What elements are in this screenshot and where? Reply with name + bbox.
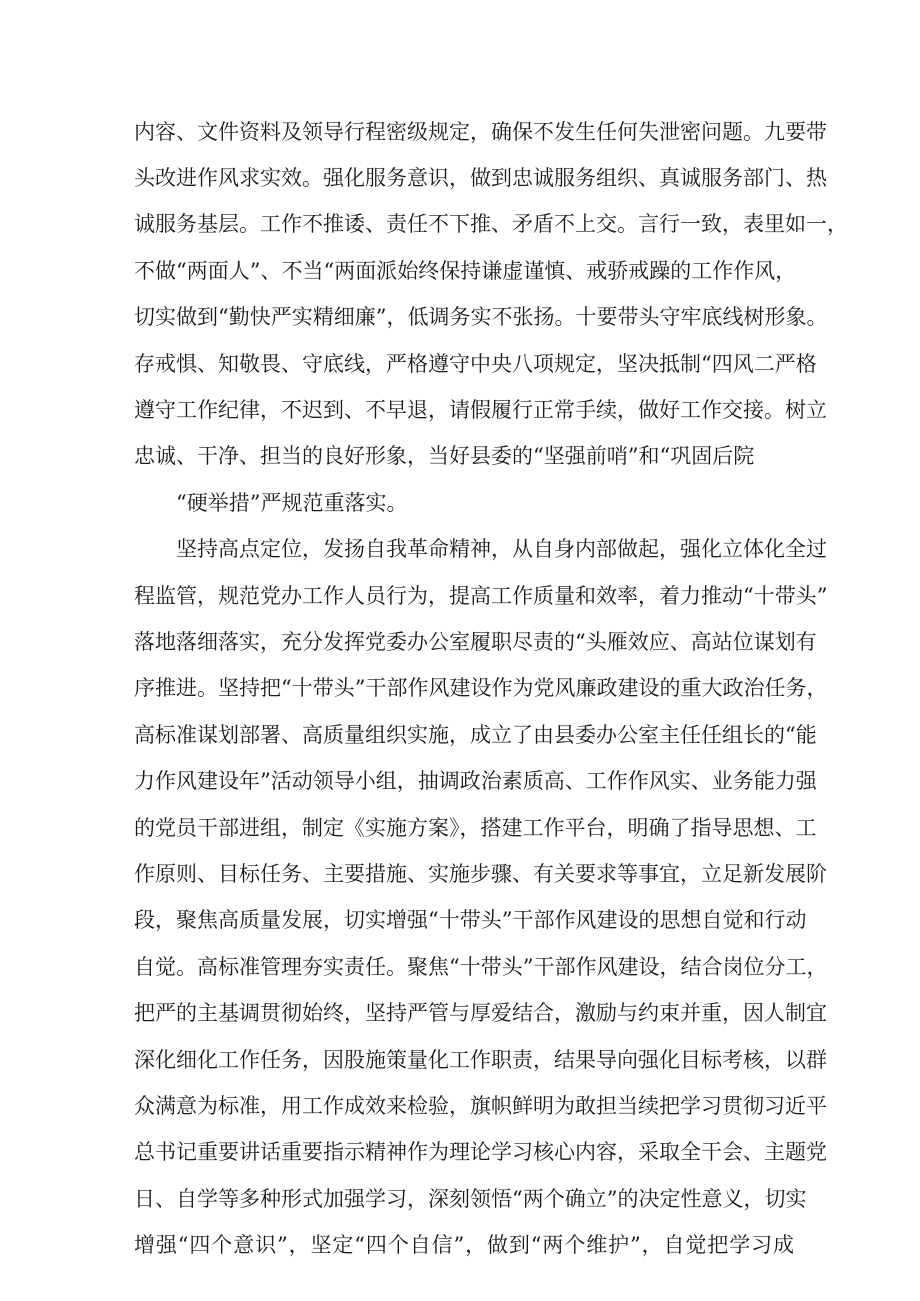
text-line: 段，聚焦高质量发展，切实增强“十带头”干部作风建设的思想自觉和行动 <box>134 908 807 932</box>
text-line: “硬举措”严规范重落实。 <box>176 491 408 515</box>
text-line: 总书记重要讲话重要指示精神作为理论学习核心内容，采取全干会、主题党 <box>134 1140 827 1164</box>
paragraph-first-line: 坚持高点定位，发扬自我革命精神，从自身内部做起，强化立体化全过 <box>176 537 827 561</box>
text-line: 增强“四个意识”，坚定“四个自信”，做到“两个维护”，自觉把学习成 <box>134 1233 794 1257</box>
text-line: 把严的主基调贯彻始终，坚持严管与厚爱结合，激励与约束并重，因人制宜 <box>134 1001 827 1025</box>
text-line: 内容、文件资料及领导行程密级规定，确保不发生任何失泄密问题。九要带 <box>134 120 827 144</box>
text-line: 作原则、目标任务、主要措施、实施步骤、有关要求等事宜，立足新发展阶 <box>134 862 827 886</box>
text-line: 深化细化工作任务，因股施策量化工作职责，结果导向强化目标考核，以群 <box>134 1048 827 1072</box>
text-line: 的党员干部进组，制定《实施方案》，搭建工作平台，明确了指导思想、工 <box>134 816 817 840</box>
text-line: 众满意为标准，用工作成效来检验，旗帜鲜明为敢担当续把学习贯彻习近平 <box>134 1094 827 1118</box>
text-line: 存戒惧、知敬畏、守底线，严格遵守中央八项规定，坚决抵制“四风二严格 <box>134 352 817 376</box>
text-line: 头改进作风求实效。强化服务意识，做到忠诚服务组织、真诚服务部门、热 <box>134 166 827 190</box>
text-line: 高标准谋划部署、高质量组织实施，成立了由县委办公室主任任组长的“能 <box>134 723 817 747</box>
text-line: 遵守工作纪律，不迟到、不早退，请假履行正常手续，做好工作交接。树立 <box>134 398 827 422</box>
text-line: 序推进。坚持把“十带头”干部作风建设作为党风廉政建设的重大政治任务， <box>134 676 828 700</box>
text-line: 程监管，规范党办工作人员行为，提高工作质量和效率，着力推动“十带头” <box>134 584 828 608</box>
text-line: 日、自学等多种形式加强学习，深刻领悟“两个确立”的决定性意义，切实 <box>134 1187 807 1211</box>
text-line: 落地落细落实，充分发挥党委办公室履职尽责的“头雁效应、高站位谋划有 <box>134 630 817 654</box>
text-line: 自觉。高标准管理夯实责任。聚焦“十带头”干部作风建设，结合岗位分工， <box>134 955 828 979</box>
text-line: 诚服务基层。工作不推诿、责任不下推、矛盾不上交。言行一致，表里如一， <box>134 212 848 236</box>
text-line: 忠诚、干净、担当的良好形象，当好县委的“坚强前哨”和“巩固后院 <box>134 444 755 468</box>
text-line: 不做“两面人”、不当“两面派始终保持谦虚谨慎、戒骄戒躁的工作作风， <box>134 259 797 283</box>
text-line: 力作风建设年”活动领导小组，抽调政治素质高、工作作风实、业务能力强 <box>134 769 817 793</box>
text-line: 切实做到“勤快严实精细廉”，低调务实不张扬。十要带头守牢底线树形象。 <box>134 305 828 329</box>
